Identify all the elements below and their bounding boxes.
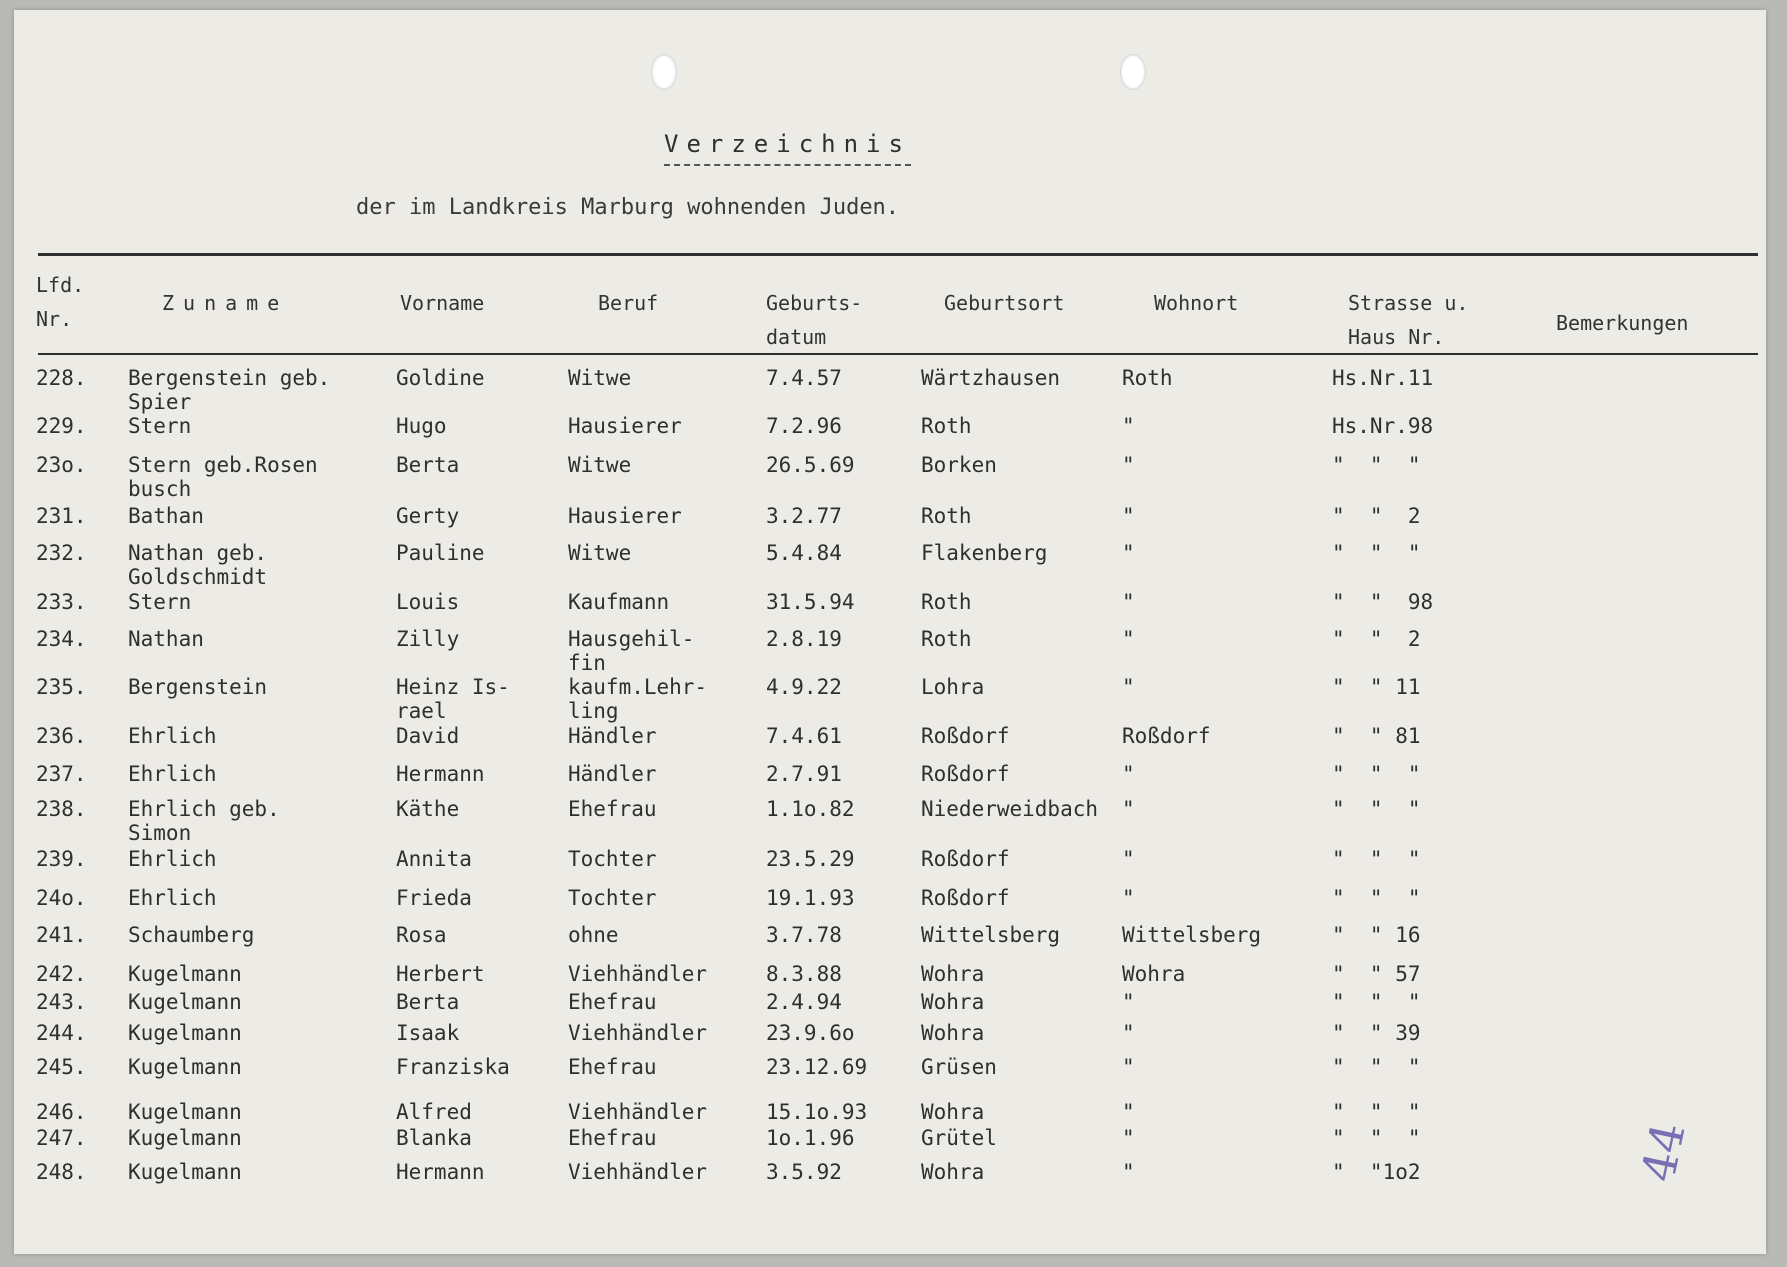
- row-nr: 238.: [36, 797, 87, 821]
- row-wohnort: ": [1122, 541, 1135, 565]
- row-vorname: Heinz Is- rael: [396, 675, 510, 723]
- row-nr: 247.: [36, 1126, 87, 1150]
- row-beruf: Tochter: [568, 847, 657, 871]
- row-wohnort: ": [1122, 1126, 1135, 1150]
- row-zuname: Ehrlich: [128, 724, 217, 748]
- table-row: [14, 627, 1766, 675]
- row-beruf: Ehefrau: [568, 1126, 657, 1150]
- row-geburtsort: Roßdorf: [921, 724, 1010, 748]
- row-geburtsdatum: 31.5.94: [766, 590, 855, 614]
- row-nr: 242.: [36, 962, 87, 986]
- header-beruf: Beruf: [598, 291, 659, 315]
- row-beruf: Hausierer: [568, 414, 682, 438]
- row-strasse: Hs.Nr.98: [1332, 414, 1434, 438]
- table-row: [14, 923, 1766, 963]
- row-zuname: Nathan: [128, 627, 204, 651]
- row-wohnort: ": [1122, 762, 1135, 786]
- row-strasse: " " ": [1332, 797, 1421, 821]
- row-nr: 243.: [36, 990, 87, 1014]
- row-wohnort: ": [1122, 797, 1135, 821]
- row-zuname: Bergenstein: [128, 675, 268, 699]
- row-vorname: Hermann: [396, 1160, 485, 1184]
- row-beruf: Witwe: [568, 541, 632, 565]
- row-zuname: Stern: [128, 590, 192, 614]
- row-beruf: Witwe: [568, 453, 632, 477]
- row-beruf: Händler: [568, 762, 657, 786]
- table-row: [14, 1055, 1766, 1095]
- row-nr: 24o.: [36, 886, 87, 910]
- row-wohnort: Wohra: [1122, 962, 1186, 986]
- row-nr: 236.: [36, 724, 87, 748]
- row-nr: 229.: [36, 414, 87, 438]
- row-zuname: Bathan: [128, 504, 204, 528]
- row-zuname: Kugelmann: [128, 1021, 242, 1045]
- row-beruf: Ehefrau: [568, 1055, 657, 1079]
- row-nr: 237.: [36, 762, 87, 786]
- table-row: [14, 504, 1766, 544]
- row-geburtsdatum: 23.9.6o: [766, 1021, 855, 1045]
- table-row: [14, 675, 1766, 723]
- row-strasse: Hs.Nr.11: [1332, 366, 1434, 390]
- row-wohnort: ": [1122, 590, 1135, 614]
- row-vorname: Hermann: [396, 762, 485, 786]
- row-vorname: Alfred: [396, 1100, 472, 1124]
- row-strasse: " " 98: [1332, 590, 1434, 614]
- row-beruf: Ehefrau: [568, 797, 657, 821]
- row-zuname: Kugelmann: [128, 990, 242, 1014]
- row-vorname: Hugo: [396, 414, 447, 438]
- row-nr: 228.: [36, 366, 87, 390]
- row-strasse: " " ": [1332, 453, 1421, 477]
- row-wohnort: ": [1122, 1021, 1135, 1045]
- row-nr: 233.: [36, 590, 87, 614]
- row-wohnort: Roßdorf: [1122, 724, 1211, 748]
- row-nr: 235.: [36, 675, 87, 699]
- row-geburtsort: Roth: [921, 627, 972, 651]
- table-row: [14, 453, 1766, 501]
- row-strasse: " " 39: [1332, 1021, 1421, 1045]
- row-geburtsdatum: 7.4.61: [766, 724, 842, 748]
- row-strasse: " " 2: [1332, 504, 1421, 528]
- table-row: [14, 590, 1766, 630]
- row-wohnort: ": [1122, 886, 1135, 910]
- row-zuname: Kugelmann: [128, 1126, 242, 1150]
- header-rule-top: [38, 253, 1758, 256]
- row-zuname: Ehrlich: [128, 762, 217, 786]
- row-geburtsdatum: 2.4.94: [766, 990, 842, 1014]
- row-zuname: Kugelmann: [128, 1160, 242, 1184]
- row-geburtsort: Roßdorf: [921, 847, 1010, 871]
- row-beruf: Viehhändler: [568, 1160, 708, 1184]
- row-vorname: Isaak: [396, 1021, 460, 1045]
- header-nr-line2: Nr.: [36, 307, 73, 331]
- table-row: [14, 541, 1766, 589]
- row-geburtsdatum: 15.1o.93: [766, 1100, 868, 1124]
- row-wohnort: ": [1122, 627, 1135, 651]
- row-vorname: Pauline: [396, 541, 485, 565]
- row-beruf: kaufm.Lehr- ling: [568, 675, 708, 723]
- row-strasse: " "1o2: [1332, 1160, 1421, 1184]
- row-wohnort: Wittelsberg: [1122, 923, 1262, 947]
- row-wohnort: ": [1122, 1160, 1135, 1184]
- row-wohnort: Roth: [1122, 366, 1173, 390]
- row-nr: 246.: [36, 1100, 87, 1124]
- row-geburtsort: Grüsen: [921, 1055, 997, 1079]
- row-beruf: Viehhändler: [568, 962, 708, 986]
- row-geburtsdatum: 5.4.84: [766, 541, 842, 565]
- header-wohnort: Wohnort: [1154, 291, 1239, 315]
- row-beruf: Hausgehil- fin: [568, 627, 695, 675]
- row-wohnort: ": [1122, 414, 1135, 438]
- row-geburtsort: Wohra: [921, 1100, 985, 1124]
- row-geburtsort: Wittelsberg: [921, 923, 1061, 947]
- row-geburtsort: Lohra: [921, 675, 985, 699]
- table-row: [14, 1160, 1766, 1200]
- row-nr: 239.: [36, 847, 87, 871]
- row-vorname: Zilly: [396, 627, 460, 651]
- document-page: [14, 10, 1766, 1254]
- header-strasse-line2: Haus Nr.: [1348, 325, 1445, 349]
- row-zuname: Kugelmann: [128, 1055, 242, 1079]
- row-geburtsdatum: 26.5.69: [766, 453, 855, 477]
- row-zuname: Ehrlich: [128, 886, 217, 910]
- document-subtitle: der im Landkreis Marburg wohnenden Juden.: [356, 195, 900, 220]
- row-beruf: Hausierer: [568, 504, 682, 528]
- row-strasse: " " 2: [1332, 627, 1421, 651]
- punch-hole: [1120, 54, 1146, 90]
- row-geburtsdatum: 3.2.77: [766, 504, 842, 528]
- row-geburtsort: Wohra: [921, 990, 985, 1014]
- header-strasse: [1348, 286, 1468, 354]
- row-geburtsort: Roßdorf: [921, 886, 1010, 910]
- table-row: [14, 797, 1766, 845]
- row-nr: 232.: [36, 541, 87, 565]
- row-zuname: Stern geb.Rosen busch: [128, 453, 318, 501]
- row-beruf: Tochter: [568, 886, 657, 910]
- row-geburtsdatum: 1o.1.96: [766, 1126, 855, 1150]
- row-strasse: " " ": [1332, 1126, 1421, 1150]
- row-zuname: Ehrlich geb. Simon: [128, 797, 280, 845]
- row-vorname: Louis: [396, 590, 460, 614]
- punch-hole: [651, 54, 677, 90]
- row-geburtsort: Roth: [921, 590, 972, 614]
- row-geburtsdatum: 23.12.69: [766, 1055, 868, 1079]
- row-geburtsdatum: 2.8.19: [766, 627, 842, 651]
- row-geburtsdatum: 23.5.29: [766, 847, 855, 871]
- row-vorname: David: [396, 724, 460, 748]
- row-wohnort: ": [1122, 990, 1135, 1014]
- header-geburtsdatum-line1: Geburts-: [766, 291, 863, 315]
- table-row: [14, 847, 1766, 887]
- row-beruf: Viehhändler: [568, 1100, 708, 1124]
- row-strasse: " " 57: [1332, 962, 1421, 986]
- row-strasse: " " ": [1332, 1100, 1421, 1124]
- row-zuname: Kugelmann: [128, 1100, 242, 1124]
- table-row: [14, 762, 1766, 802]
- table-row: [14, 414, 1766, 454]
- row-strasse: " " 81: [1332, 724, 1421, 748]
- header-vorname: Vorname: [400, 291, 485, 315]
- row-geburtsdatum: 7.4.57: [766, 366, 842, 390]
- row-zuname: Ehrlich: [128, 847, 217, 871]
- row-vorname: Franziska: [396, 1055, 510, 1079]
- row-zuname: Bergenstein geb. Spier: [128, 366, 331, 414]
- row-nr: 241.: [36, 923, 87, 947]
- row-strasse: " " ": [1332, 847, 1421, 871]
- row-vorname: Berta: [396, 990, 460, 1014]
- row-geburtsort: Roth: [921, 504, 972, 528]
- header-geburtsort: Geburtsort: [944, 291, 1065, 315]
- row-wohnort: ": [1122, 453, 1135, 477]
- row-beruf: Händler: [568, 724, 657, 748]
- row-beruf: Viehhändler: [568, 1021, 708, 1045]
- row-zuname: Schaumberg: [128, 923, 255, 947]
- handwritten-page-number: 44: [1630, 1117, 1696, 1187]
- header-nr: [36, 268, 84, 336]
- row-geburtsort: Roßdorf: [921, 762, 1010, 786]
- row-beruf: Ehefrau: [568, 990, 657, 1014]
- header-geburtsdatum: [766, 286, 862, 354]
- row-nr: 245.: [36, 1055, 87, 1079]
- row-nr: 248.: [36, 1160, 87, 1184]
- row-geburtsort: Grütel: [921, 1126, 997, 1150]
- row-wohnort: ": [1122, 1100, 1135, 1124]
- header-geburtsdatum-line2: datum: [766, 325, 827, 349]
- row-vorname: Herbert: [396, 962, 485, 986]
- row-geburtsort: Wohra: [921, 1021, 985, 1045]
- header-strasse-line1: Strasse u.: [1348, 291, 1469, 315]
- row-strasse: " " ": [1332, 762, 1421, 786]
- row-geburtsdatum: 1.1o.82: [766, 797, 855, 821]
- row-beruf: Witwe: [568, 366, 632, 390]
- row-geburtsdatum: 3.7.78: [766, 923, 842, 947]
- row-beruf: Kaufmann: [568, 590, 670, 614]
- row-geburtsort: Wärtzhausen: [921, 366, 1061, 390]
- row-geburtsdatum: 8.3.88: [766, 962, 842, 986]
- row-geburtsdatum: 7.2.96: [766, 414, 842, 438]
- row-wohnort: ": [1122, 847, 1135, 871]
- row-geburtsort: Wohra: [921, 1160, 985, 1184]
- row-geburtsort: Niederweidbach: [921, 797, 1099, 821]
- row-zuname: Stern: [128, 414, 192, 438]
- row-geburtsdatum: 4.9.22: [766, 675, 842, 699]
- row-strasse: " " ": [1332, 886, 1421, 910]
- row-vorname: Frieda: [396, 886, 472, 910]
- table-row: [14, 886, 1766, 926]
- row-strasse: " " ": [1332, 990, 1421, 1014]
- row-strasse: " " 16: [1332, 923, 1421, 947]
- row-zuname: Kugelmann: [128, 962, 242, 986]
- row-vorname: Annita: [396, 847, 472, 871]
- row-geburtsort: Roth: [921, 414, 972, 438]
- row-nr: 231.: [36, 504, 87, 528]
- row-geburtsdatum: 2.7.91: [766, 762, 842, 786]
- row-nr: 234.: [36, 627, 87, 651]
- header-zuname: Zuname: [162, 291, 289, 315]
- row-zuname: Nathan geb. Goldschmidt: [128, 541, 268, 589]
- row-vorname: Berta: [396, 453, 460, 477]
- header-bemerkungen: Bemerkungen: [1556, 311, 1689, 335]
- row-vorname: Blanka: [396, 1126, 472, 1150]
- header-nr-line1: Lfd.: [36, 273, 85, 297]
- row-geburtsdatum: 3.5.92: [766, 1160, 842, 1184]
- header-rule-bottom: [38, 353, 1758, 355]
- table-row: [14, 724, 1766, 764]
- row-strasse: " " ": [1332, 541, 1421, 565]
- row-nr: 23o.: [36, 453, 87, 477]
- row-vorname: Rosa: [396, 923, 447, 947]
- row-geburtsort: Borken: [921, 453, 997, 477]
- row-wohnort: ": [1122, 504, 1135, 528]
- table-row: [14, 366, 1766, 414]
- row-beruf: ohne: [568, 923, 619, 947]
- row-wohnort: ": [1122, 1055, 1135, 1079]
- row-geburtsort: Flakenberg: [921, 541, 1048, 565]
- row-wohnort: ": [1122, 675, 1135, 699]
- row-strasse: " " ": [1332, 1055, 1421, 1079]
- row-vorname: Gerty: [396, 504, 460, 528]
- row-geburtsort: Wohra: [921, 962, 985, 986]
- row-vorname: Goldine: [396, 366, 485, 390]
- row-vorname: Käthe: [396, 797, 460, 821]
- row-strasse: " " 11: [1332, 675, 1421, 699]
- row-nr: 244.: [36, 1021, 87, 1045]
- document-title: Verzeichnis: [664, 130, 911, 166]
- row-geburtsdatum: 19.1.93: [766, 886, 855, 910]
